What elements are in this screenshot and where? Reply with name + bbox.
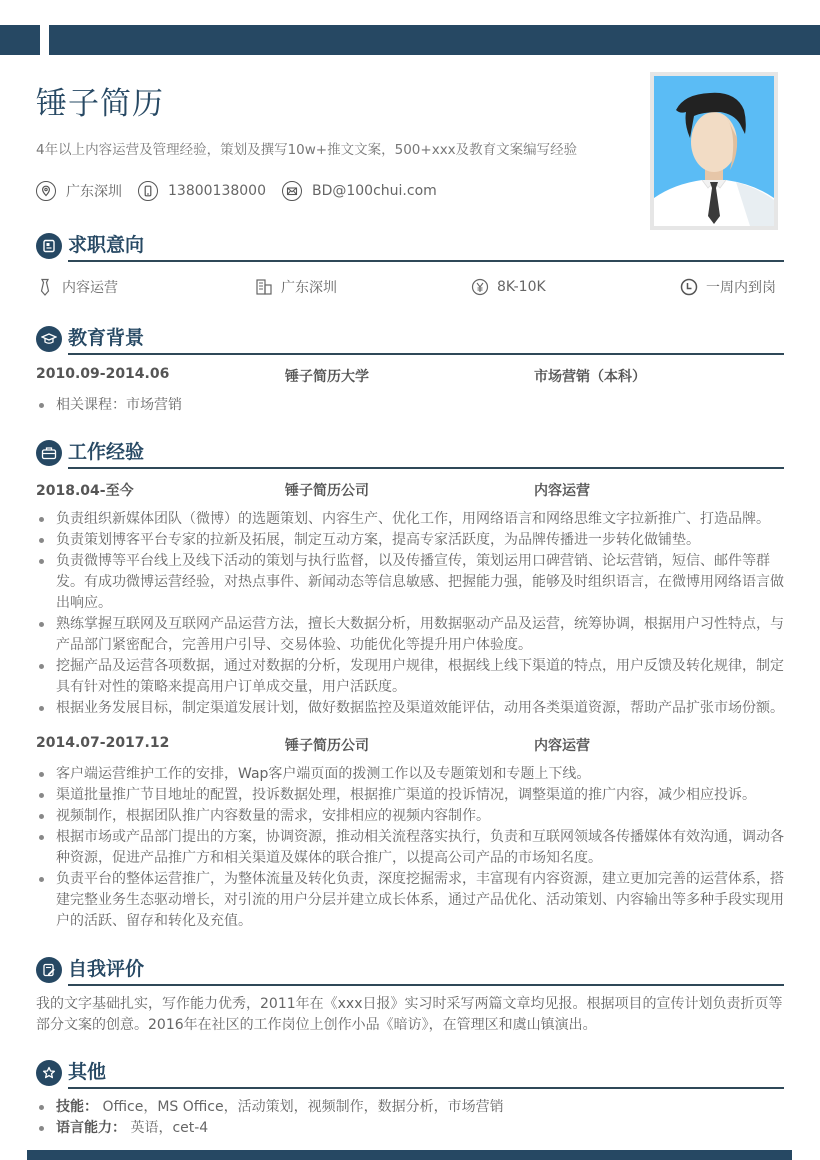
intent-items <box>36 276 784 298</box>
education-period: 2010.09-2014.06 <box>36 366 170 382</box>
work-company: 锤子简历公司 <box>285 483 369 499</box>
yuan-icon <box>471 278 489 296</box>
document-icon <box>36 233 62 259</box>
self-evaluation-text: 我的文字基础扎实，写作能力优秀，2011年在《xxx日报》实习时采写两篇文章均见报。根据项目的宣传计划负责折页等部分文案的创意。2016年在社区的工作岗位上创作小品《暗访》，在管理区和虞山镇演出。 <box>36 996 783 1033</box>
contact-email <box>282 181 437 201</box>
section-title-intent: 求职意向 <box>68 234 145 256</box>
education-major: 市场营销（本科） <box>534 369 646 385</box>
work-entry-1-details <box>36 509 786 719</box>
section-title-work: 工作经验 <box>68 441 145 463</box>
section-divider <box>68 353 784 355</box>
education-entry-header <box>36 366 784 386</box>
section-work <box>36 440 784 468</box>
briefcase-icon <box>36 440 62 466</box>
list-item: 根据市场或产品部门提出的方案，协调资源，推动相关流程落实执行，负责和互联网领域各传播媒体有效沟通，调动各种资源，促进产品推广方和相关渠道及媒体的联合推广，以提高公司产品的市场知名度。 <box>36 827 786 869</box>
other-details <box>36 1097 786 1139</box>
list-item: 挖掘产品及运营各项数据，通过对数据的分析，发现用户规律，根据线上线下渠道的特点，用户反馈及转化规律，制定具有针对性的策略来提高用户订单成交量，用户活跃度。 <box>36 656 786 698</box>
intent-salary <box>471 276 546 298</box>
section-education <box>36 326 784 354</box>
work-period: 2018.04-至今 <box>36 483 134 499</box>
section-title-other: 其他 <box>68 1061 107 1083</box>
skills-label: 技能： <box>56 1099 98 1115</box>
list-item-languages <box>36 1118 786 1139</box>
avatar <box>654 76 774 226</box>
contact-location <box>36 181 122 201</box>
list-item: 负责平台的整体运营推广，为整体流量及转化负责，深度挖掘需求，丰富现有内容资源，建立更加完善的运营体系，搭建完整业务生态驱动增长，对引流的用户分层并建立成长体系，通过产品优化、活动策划、内容输出等多种手段实现用户的活跃、留存和转化及充值。 <box>36 869 786 932</box>
list-item: 相关课程：市场营销 <box>36 395 786 416</box>
intent-position <box>36 276 118 298</box>
work-entry-1-header <box>36 480 784 500</box>
work-entry-2-details <box>36 764 786 932</box>
section-divider <box>68 467 784 469</box>
clock-icon <box>680 278 698 296</box>
contact-info <box>36 180 453 202</box>
list-item-skills <box>36 1097 786 1118</box>
bottom-bar-accent <box>27 1150 792 1160</box>
section-other <box>36 1060 784 1088</box>
work-company: 锤子简历公司 <box>285 738 369 754</box>
section-divider <box>68 1087 784 1089</box>
intent-salary-text: 8K-10K <box>497 279 546 295</box>
location-icon <box>36 181 56 201</box>
languages-label: 语言能力： <box>56 1120 126 1136</box>
intent-position-text: 内容运营 <box>62 280 118 296</box>
top-bar-accent-right <box>49 25 820 55</box>
resume-summary: 4年以上内容运营及管理经验，策划及撰写10w+推文文案，500+xxx及教育文案编写经验 <box>36 142 578 158</box>
section-self-evaluation <box>36 957 784 985</box>
star-icon <box>36 1060 62 1086</box>
section-title-education: 教育背景 <box>68 327 145 349</box>
work-entry-2-header <box>36 735 784 755</box>
building-icon <box>255 278 273 296</box>
list-item: 负责组织新媒体团队（微博）的选题策划、内容生产、优化工作，用网络语言和网络思维文字拉新推广、打造品牌。 <box>36 509 786 530</box>
section-divider <box>68 984 784 986</box>
skills-value: Office，MS Office，活动策划，视频制作，数据分析，市场营销 <box>98 1099 504 1115</box>
languages-value: 英语，cet-4 <box>126 1120 209 1136</box>
section-title-self-evaluation: 自我评价 <box>68 958 145 980</box>
edit-note-icon <box>36 957 62 983</box>
list-item: 根据业务发展目标，制定渠道发展计划，做好数据监控及渠道效能评估，动用各类渠道资源，帮助产品扩张市场份额。 <box>36 698 786 719</box>
list-item: 熟练掌握互联网及互联网产品运营方法，擅长大数据分析，用数据驱动产品及运营，统筹协调，根据用户习性特点，与产品部门紧密配合，完善用户引导、交易体验、功能优化等提升用户体验度。 <box>36 614 786 656</box>
section-divider <box>68 260 784 262</box>
intent-city-text: 广东深圳 <box>281 280 337 296</box>
work-role: 内容运营 <box>534 483 590 499</box>
section-intent <box>36 233 784 261</box>
intent-availability-text: 一周内到岗 <box>706 280 776 296</box>
education-details <box>36 395 786 416</box>
contact-phone <box>138 181 266 201</box>
work-period: 2014.07-2017.12 <box>36 735 170 751</box>
intent-city <box>255 276 337 298</box>
avatar-icon <box>654 76 774 226</box>
tie-icon <box>36 278 54 296</box>
list-item: 负责策划博客平台专家的拉新及拓展，制定互动方案，提高专家活跃度，为品牌传播进一步转化做铺垫。 <box>36 530 786 551</box>
list-item: 视频制作，根据团队推广内容数量的需求，安排相应的视频内容制作。 <box>36 806 786 827</box>
profile-photo-frame <box>650 72 778 230</box>
top-bar-accent-left <box>0 25 40 55</box>
contact-location-text: 广东深圳 <box>66 184 122 200</box>
resume-name: 锤子简历 <box>36 86 164 122</box>
mail-icon <box>282 181 302 201</box>
list-item: 客户端运营维护工作的安排，Wap客户端页面的拨测工作以及专题策划和专题上下线。 <box>36 764 786 785</box>
contact-phone-text: 13800138000 <box>168 183 266 199</box>
graduation-cap-icon <box>36 326 62 352</box>
list-item: 渠道批量推广节目地址的配置，投诉数据处理，根据推广渠道的投诉情况，调整渠道的推广内容，减少相应投诉。 <box>36 785 786 806</box>
phone-icon <box>138 181 158 201</box>
list-item: 负责微博等平台线上及线下活动的策划与执行监督，以及传播宣传，策划运用口碑营销、论坛营销，短信、邮件等群发。有成功微博运营经验，对热点事件、新闻动态等信息敏感、把握能力强，能够及时组织语言，在微博用网络语言做出响应。 <box>36 551 786 614</box>
education-school: 锤子简历大学 <box>285 369 369 385</box>
contact-email-text: BD@100chui.com <box>311 183 437 199</box>
intent-availability <box>680 276 776 298</box>
work-role: 内容运营 <box>534 738 590 754</box>
